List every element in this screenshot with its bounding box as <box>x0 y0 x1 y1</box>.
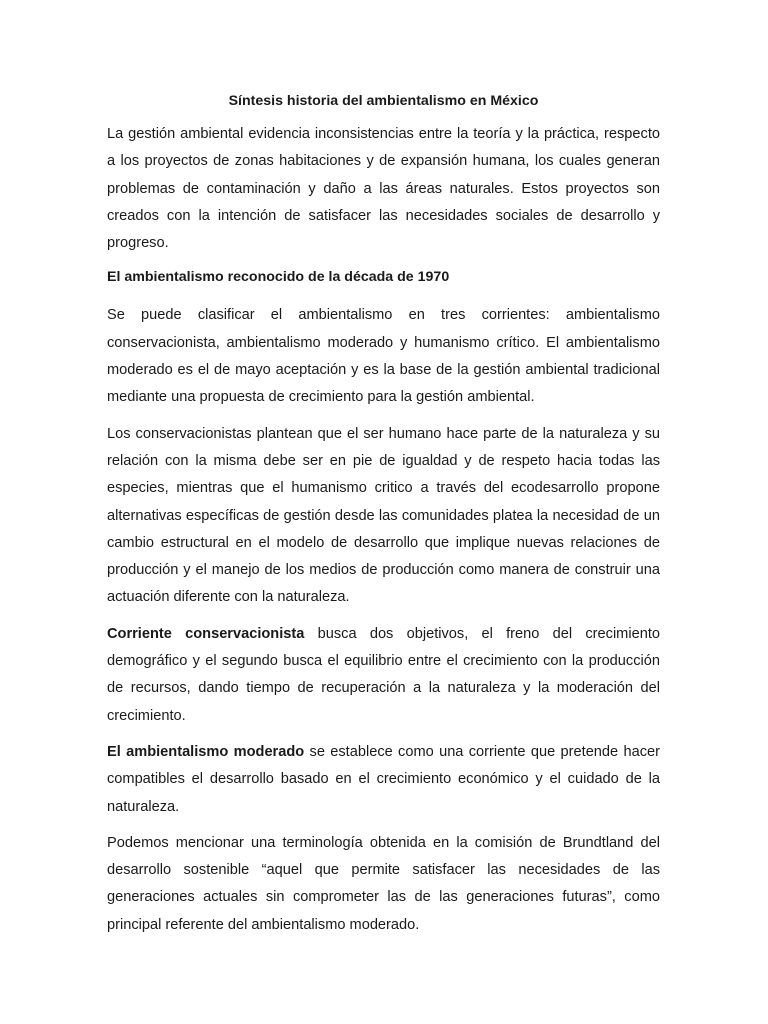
paragraph-intro <box>107 121 660 257</box>
paragraph-lead: Corriente conservacionista <box>107 625 305 642</box>
document-page <box>107 90 660 948</box>
paragraph-conservationists <box>107 421 660 612</box>
paragraph-moderate <box>107 739 660 821</box>
paragraph-text: Podemos mencionar una terminología obtenida en la comisión de Brundtland del desarrollo sostenible “aquel que permite satisfacer las necesidades de las generaciones actuales sin comprometer las de las generaciones futuras”, como principal referente del ambientalismo moderado. <box>107 834 660 933</box>
paragraph-classification <box>107 302 660 411</box>
paragraph-text: Los conservacionistas plantean que el ser humano hace parte de la naturaleza y su relación con la misma debe ser en pie de igualdad y de respeto hacia todas las especies, mientras que el humanismo critico a través del ecodesarrollo propone alternativas específicas de gestión desde las comunidades platea la necesidad de un cambio estructural en el modelo de desarrollo que implique nuevas relaciones de producción y el manejo de los medios de producción como manera de construir una actuación diferente con la naturaleza. <box>107 425 660 606</box>
paragraph-text: Se puede clasificar el ambientalismo en tres corrientes: ambientalismo conservacionista, ambientalismo moderado y humanismo crítico. El ambientalismo moderado es el de mayo aceptación y es la base de la gestión ambiental tradicional mediante una propuesta de crecimiento para la gestión ambiental. <box>107 307 660 406</box>
paragraph-text: se establece como una corriente que pretende hacer compatibles el desarrollo basado en el crecimiento económico y el cuidado de la naturaleza. <box>107 743 660 815</box>
document-title: Síntesis historia del ambientalismo en México <box>228 93 539 109</box>
paragraph-conservationist-current <box>107 621 660 730</box>
paragraph-text: La gestión ambiental evidencia inconsistencias entre la teoría y la práctica, respecto a los proyectos de zonas habitaciones y de expansión humana, los cuales generan problemas de contaminación y daño a las áreas naturales. Estos proyectos son creados con la intención de satisfacer las necesidades sociales de desarrollo y progreso. <box>107 126 660 252</box>
section-heading: El ambientalismo reconocido de la década de 1970 <box>107 269 450 286</box>
paragraph-lead: El ambientalismo moderado <box>107 743 305 760</box>
paragraph-text: busca dos objetivos, el freno del crecimiento demográfico y el segundo busca el equilibrio entre el crecimiento con la producción de recursos, dando tiempo de recuperación a la naturaleza y la moderación del crecimiento. <box>107 625 660 724</box>
paragraph-brundtland <box>107 830 660 939</box>
